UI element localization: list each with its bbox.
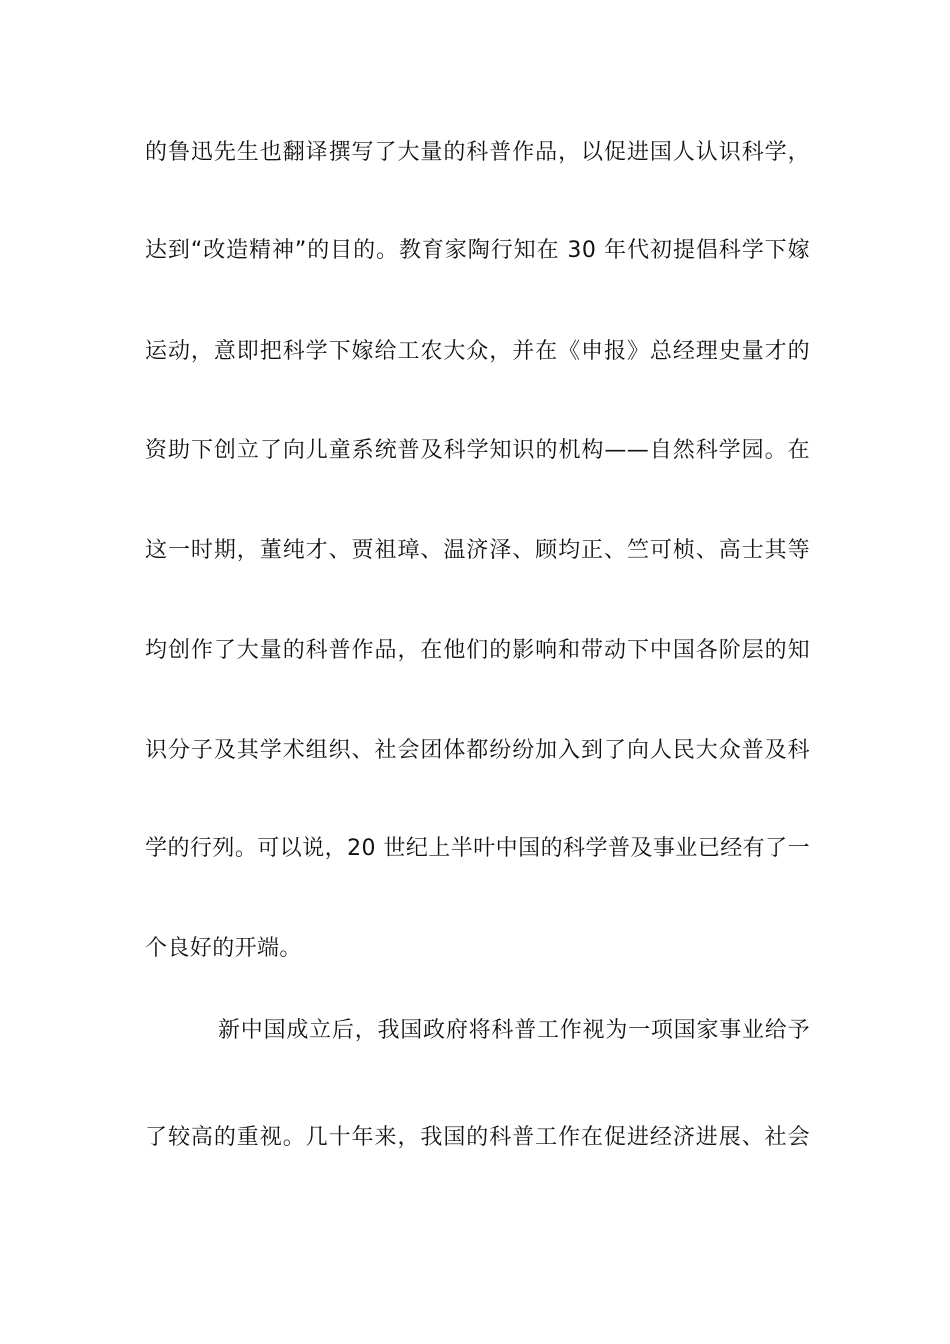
text-line: 这一时期，董纯才、贾祖璋、温济泽、顾均正、竺可桢、高士其等: [145, 538, 810, 563]
text-line: 的鲁迅先生也翻译撰写了大量的科普作品，以促进国人认识科学，: [145, 140, 810, 165]
text-line: 达到“改造精神”的目的。教育家陶行知在 30 年代初提倡科学下嫁: [145, 238, 810, 263]
text-line: 学的行列。可以说，20 世纪上半叶中国的科学普及事业已经有了一: [145, 836, 810, 861]
text-line: 运动，意即把科学下嫁给工农大众，并在《申报》总经理史量才的: [145, 339, 810, 364]
text-line: 识分子及其学术组织、社会团体都纷纷加入到了向人民大众普及科: [145, 738, 810, 763]
text-line: 了较高的重视。几十年来，我国的科普工作在促进经济进展、社会: [145, 1125, 810, 1150]
paragraph-first-line: 新中国成立后，我国政府将科普工作视为一项国家事业给予: [218, 1018, 810, 1043]
text-line: 资助下创立了向儿童系统普及科学知识的机构——自然科学园。在: [145, 438, 810, 463]
text-line: 均创作了大量的科普作品，在他们的影响和带动下中国各阶层的知: [145, 638, 810, 663]
text-line: 个良好的开端。: [145, 936, 302, 961]
